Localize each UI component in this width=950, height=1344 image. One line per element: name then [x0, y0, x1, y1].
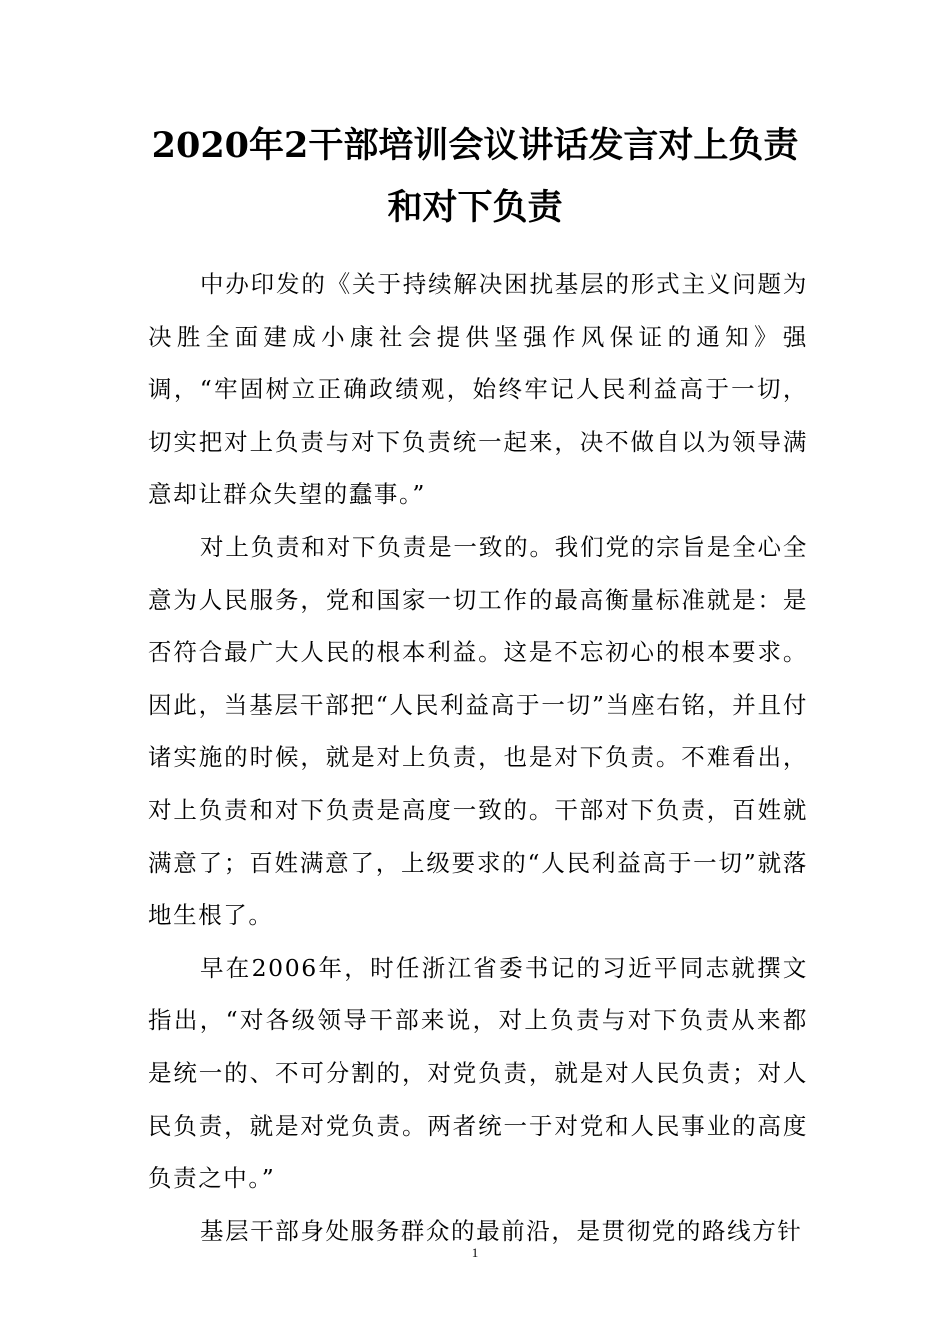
paragraph: 基层干部身处服务群众的最前沿，是贯彻党的路线方针 [200, 1216, 803, 1245]
document-title-line-2: 和对下负责 [387, 187, 563, 228]
document-body [148, 258, 808, 1257]
document-title-line-1: 2020年2干部培训会议讲话发言对上负责 [151, 125, 799, 166]
paragraph: 对上负责和对下负责是一致的。我们党的宗旨是全心全意为人民服务，党和国家一切工作的最高衡量标准就是：是否符合最广大人民的根本利益。这是不忘初心的根本要求。因此，当基层干部把“人民利益高于一切”当座右铭，并且付诸实施的时候，就是对上负责，也是对下负责。不难看出，对上负责和对下负责是高度一致的。干部对下负责，百姓就满意了；百姓满意了，上级要求的“人民利益高于一切”就落地生根了。 [148, 532, 808, 930]
paragraph: 早在2006年，时任浙江省委书记的习近平同志就撰文指出，“对各级领导干部来说，对上负责与对下负责从来都是统一的、不可分割的，对党负责，就是对人民负责；对人民负责，就是对党负责。两者统一于对党和人民事业的高度负责之中。” [148, 953, 808, 1193]
paragraph: 中办印发的《关于持续解决困扰基层的形式主义问题为决胜全面建成小康社会提供坚强作风保证的通知》强调，“牢固树立正确政绩观，始终牢记人民利益高于一切，切实把对上负责与对下负责统一起来，决不做自以为领导满意却让群众失望的蠢事。” [148, 270, 808, 509]
page-number: 1 [471, 1245, 479, 1260]
